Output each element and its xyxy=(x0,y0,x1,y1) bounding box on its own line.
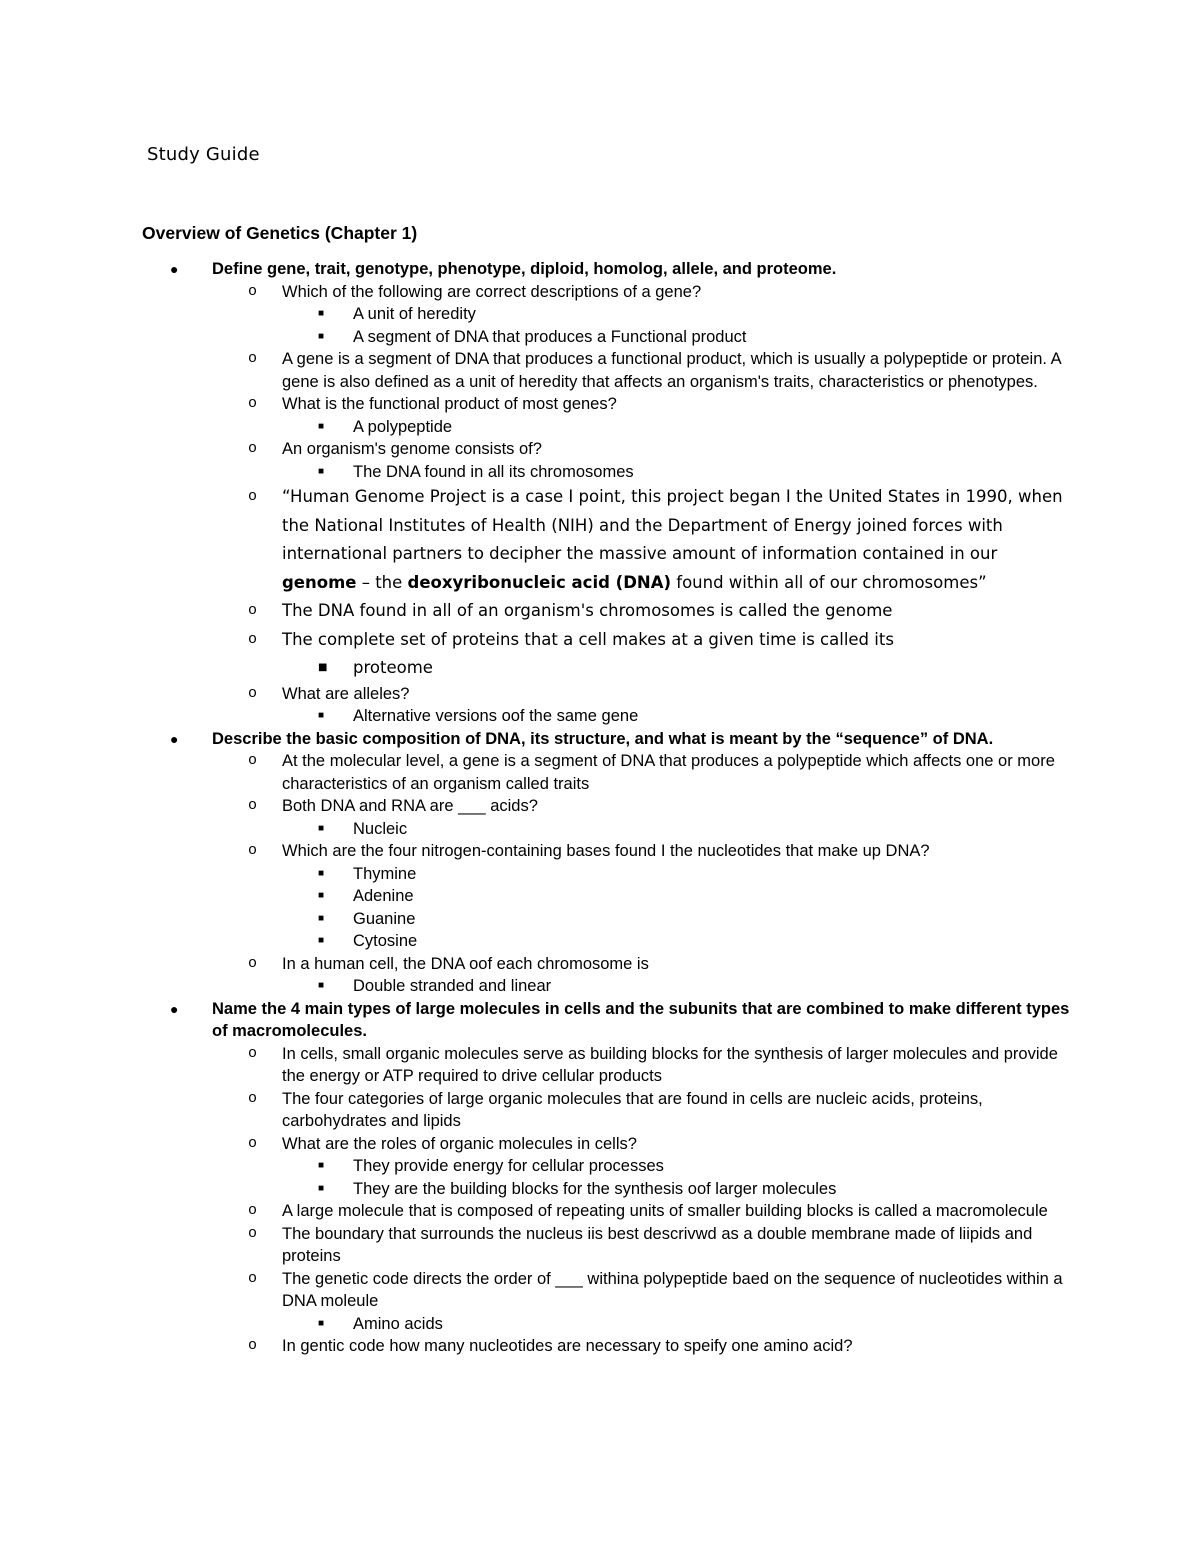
list-item xyxy=(0,908,1200,931)
bullet-square-icon: ■ xyxy=(318,1182,325,1194)
list-item xyxy=(0,818,1200,841)
list-item xyxy=(0,1223,1200,1268)
bullet-square-icon: ■ xyxy=(318,935,325,946)
list-item xyxy=(0,863,1200,886)
bullet-square-icon: ■ xyxy=(318,308,325,319)
list-item-text: What is the functional product of most genes? xyxy=(282,395,617,413)
list-item-text: The boundary that surrounds the nucleus iis best descrivwd as a double membrane made of liipids and proteins xyxy=(282,1224,1033,1265)
bullet-circle-icon: o xyxy=(248,1202,258,1219)
list-item xyxy=(0,461,1200,484)
list-item-text: Double stranded and linear xyxy=(353,977,552,995)
list-item xyxy=(0,998,1200,1043)
bullet-square-icon: ■ xyxy=(318,1160,325,1171)
bullet-square-icon: ■ xyxy=(318,420,325,432)
quote-paragraph xyxy=(282,483,1072,597)
list-item xyxy=(0,683,1200,706)
list-item-text: Thymine xyxy=(353,864,417,883)
list-item xyxy=(0,1043,1200,1088)
list-item-text: The DNA found in all its chromosomes xyxy=(353,462,634,481)
list-item-text: In cells, small organic molecules serve as building blocks for the synthesis of larger molecules and provide the energy or ATP required to drive cellular products xyxy=(282,1044,1058,1085)
list-item-text: An organism's genome consists of? xyxy=(282,440,542,458)
list-item xyxy=(0,438,1200,461)
bullet-circle-icon: o xyxy=(248,752,258,769)
bullet-square-icon: ■ xyxy=(318,330,325,342)
bullet-square-icon: ■ xyxy=(318,662,328,673)
bullet-circle-icon: o xyxy=(248,395,258,412)
list-item-text: The genetic code directs the order of ___ withina polypeptide baed on the sequence of nucleotides within a DNA moleule xyxy=(282,1269,1063,1310)
list-item-text: Alternative versions oof the same gene xyxy=(353,707,639,725)
list-item-text: In a human cell, the DNA oof each chromosome is xyxy=(282,954,649,973)
bullet-circle-icon: o xyxy=(248,602,258,619)
bullet-square-icon: ■ xyxy=(318,1317,325,1329)
list-item xyxy=(0,1200,1200,1223)
bullet-square-icon: ■ xyxy=(318,867,325,879)
bullet-disc-icon: ● xyxy=(170,261,179,277)
list-item xyxy=(0,795,1200,818)
list-item xyxy=(0,626,1200,655)
bullet-circle-icon: o xyxy=(248,630,258,648)
list-item xyxy=(0,281,1200,304)
outline-list xyxy=(0,258,1200,1358)
list-item-text: At the molecular level, a gene is a segment of DNA that produces a polypeptide which affects one or more characteristics of an organism called traits xyxy=(282,752,1055,793)
list-item-text: Nucleic xyxy=(353,819,408,838)
bullet-circle-icon: o xyxy=(248,954,258,972)
list-item xyxy=(0,393,1200,416)
list-item xyxy=(0,1155,1200,1178)
list-item xyxy=(0,654,1200,683)
list-item-text: proteome xyxy=(353,658,433,677)
list-item xyxy=(0,1133,1200,1156)
list-item-text: In gentic code how many nucleotides are necessary to speify one amino acid? xyxy=(282,1337,853,1355)
list-item xyxy=(0,326,1200,349)
bullet-disc-icon: ● xyxy=(170,1000,179,1017)
list-item-text: A large molecule that is composed of repeating units of smaller building blocks is called a macromolecule xyxy=(282,1202,1048,1220)
list-item xyxy=(0,953,1200,976)
list-item xyxy=(0,258,1200,281)
topic-heading: Describe the basic composition of DNA, its structure, and what is meant by the “sequence” of DNA. xyxy=(212,729,994,748)
bullet-circle-icon: o xyxy=(248,350,258,367)
bullet-circle-icon: o xyxy=(248,1044,258,1062)
list-item-text: Which are the four nitrogen-containing bases found I the nucleotides that make up DNA? xyxy=(282,842,930,860)
list-item xyxy=(0,483,1200,597)
bullet-circle-icon: o xyxy=(248,488,258,505)
list-item xyxy=(0,597,1200,626)
list-item-text: Adenine xyxy=(353,887,414,905)
bullet-circle-icon: o xyxy=(248,684,258,702)
list-item-text: Cytosine xyxy=(353,932,418,950)
list-item-text: Which of the following are correct descriptions of a gene? xyxy=(282,282,702,301)
list-item-text: What are the roles of organic molecules in cells? xyxy=(282,1134,637,1153)
list-item xyxy=(0,975,1200,998)
list-item xyxy=(0,1178,1200,1201)
document-title: Study Guide xyxy=(147,144,260,165)
quote-bold-term: deoxyribonucleic acid (DNA) xyxy=(407,572,672,592)
list-item xyxy=(0,1088,1200,1133)
list-item-text: The DNA found in all of an organism's chromosomes is called the genome xyxy=(282,601,893,620)
quote-text: “Human Genome Project is a case I point, this project began I the United States in 1990, when the National Institutes of Health (NIH) and the Department of Energy joined forces with international partners to decipher the massive amount of information contained in our xyxy=(282,487,1063,563)
list-item xyxy=(0,930,1200,953)
list-item xyxy=(0,348,1200,393)
list-item xyxy=(0,885,1200,908)
bullet-square-icon: ■ xyxy=(318,465,325,477)
list-item xyxy=(0,1268,1200,1313)
list-item-text: A gene is a segment of DNA that produces a functional product, which is usually a polypeptide or protein. A gene is also defined as a unit of heredity that affects an organism's traits, characteristics or phenotypes. xyxy=(282,350,1061,391)
bullet-circle-icon: o xyxy=(248,282,258,300)
list-item xyxy=(0,840,1200,863)
list-item xyxy=(0,1335,1200,1358)
bullet-square-icon: ■ xyxy=(318,710,325,721)
list-item-text: What are alleles? xyxy=(282,684,410,703)
bullet-circle-icon: o xyxy=(248,1269,258,1287)
bullet-circle-icon: o xyxy=(248,440,258,457)
topic-heading: Define gene, trait, genotype, phenotype, diploid, homolog, allele, and proteome. xyxy=(212,260,837,278)
list-item-text: They are the building blocks for the synthesis oof larger molecules xyxy=(353,1179,837,1198)
list-item-text: Guanine xyxy=(353,909,416,928)
list-item-text: A polypeptide xyxy=(353,417,453,436)
list-item xyxy=(0,1313,1200,1336)
list-item-text: Both DNA and RNA are ___ acids? xyxy=(282,797,538,815)
quote-text: – the xyxy=(356,572,408,592)
bullet-circle-icon: o xyxy=(248,1224,258,1242)
bullet-square-icon: ■ xyxy=(318,890,325,901)
bullet-circle-icon: o xyxy=(248,1089,258,1107)
quote-text: found within all of our chromosomes” xyxy=(671,572,987,592)
bullet-circle-icon: o xyxy=(248,842,258,859)
bullet-circle-icon: o xyxy=(248,1134,258,1152)
list-item-text: A segment of DNA that produces a Functional product xyxy=(353,327,747,346)
topic-heading: Name the 4 main types of large molecules in cells and the subunits that are combined to make different types of macromolecules. xyxy=(212,999,1070,1040)
section-heading: Overview of Genetics (Chapter 1) xyxy=(142,223,418,243)
list-item xyxy=(0,728,1200,751)
list-item xyxy=(0,416,1200,439)
bullet-circle-icon: o xyxy=(248,797,258,814)
list-item xyxy=(0,303,1200,326)
list-item-text: The four categories of large organic molecules that are found in cells are nucleic acids, proteins, carbohydrates and lipids xyxy=(282,1089,983,1130)
list-item xyxy=(0,750,1200,795)
list-item xyxy=(0,705,1200,728)
bullet-square-icon: ■ xyxy=(318,822,325,834)
quote-bold-term: genome xyxy=(282,572,357,592)
list-item-text: They provide energy for cellular processes xyxy=(353,1157,664,1175)
bullet-disc-icon: ● xyxy=(170,730,179,747)
bullet-circle-icon: o xyxy=(248,1337,258,1354)
bullet-square-icon: ■ xyxy=(318,980,325,991)
list-item-text: The complete set of proteins that a cell makes at a given time is called its xyxy=(282,629,894,649)
list-item-text: Amino acids xyxy=(353,1314,443,1333)
list-item-text: A unit of heredity xyxy=(353,305,476,323)
bullet-square-icon: ■ xyxy=(318,912,325,924)
